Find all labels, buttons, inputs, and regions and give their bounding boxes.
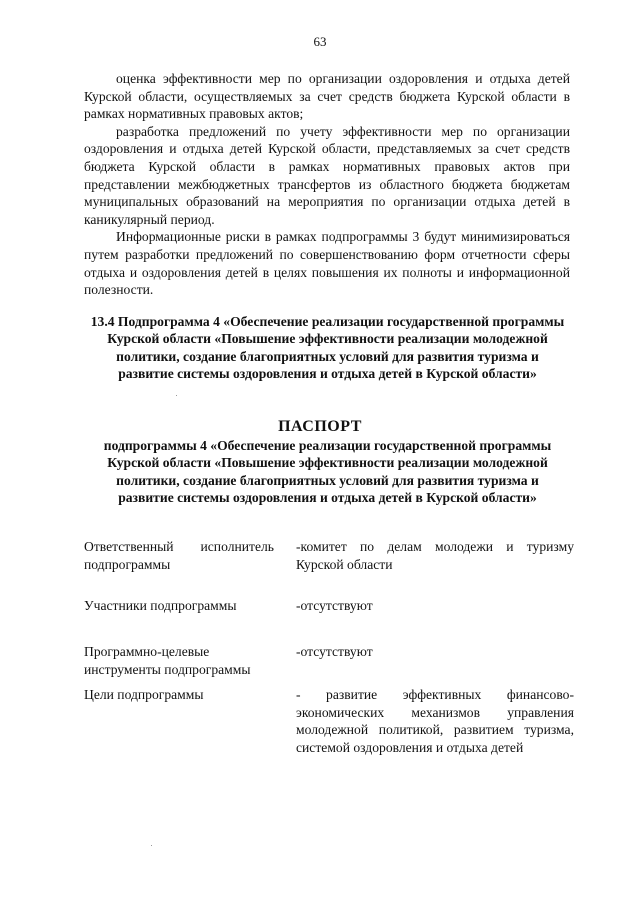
paragraph: оценка эффективности мер по организации оздоровления и отдыха детей Курской области, осуществляемых за счет средств бюджета Курской области в рамках нормативных правовых актов; [84,71,570,122]
row-label: Ответственный исполнитель подпрограммы [84,539,274,572]
paragraph: разработка предложений по учету эффективности мер по организации оздоровления и отдыха детей Курской области, представляемых за счет средств бюджета Курской области в рамках нормативных правовых актов при представлении межбюджетных трансфертов из областного бюджета бюджетам муниципальных образований на мероприятия по организации отдыха детей в каникулярный период. [84,123,570,227]
paragraph: Информационные риски в рамках подпрограммы 3 будут минимизироваться путем разработки предложений по совершенствованию форм отчетности сферы отдыха и оздоровления детей в целях повышения их полноты и информационной полезности. [84,229,570,298]
row-value: - развитие эффективных финансово-экономических механизмов управления молодежной политикой, развитием туризма, системой оздоровления и отдыха детей [296,687,574,755]
row-value: -отсутствуют [296,644,373,659]
scan-speck [176,395,177,396]
row-label: Программно-целевые инструменты подпрограммы [84,644,251,677]
passport-title: ПАСПОРТ [278,418,362,435]
passport-subtitle: подпрограммы 4 «Обеспечение реализации государственной программы Курской области «Повышение эффективности реализации молодежной политики, создание благоприятных условий для развития туризма и развитие системы оздоровления и отдыха детей в Курской области» [103,438,552,506]
section-heading: 13.4 Подпрограмма 4 «Обеспечение реализации государственной программы Курской области «Повышение эффективности реализации молодежной политики, создание благоприятных условий для развития туризма и развитие системы оздоровления и отдыха детей в Курской области» [90,314,565,382]
row-label: Цели подпрограммы [84,687,204,702]
scan-speck [151,845,152,846]
row-value: -комитет по делам молодежи и туризму Курской области [296,539,574,572]
row-label: Участники подпрограммы [84,598,237,613]
row-value: -отсутствуют [296,598,373,613]
body-text [84,70,570,299]
page-number: 63 [313,34,327,49]
